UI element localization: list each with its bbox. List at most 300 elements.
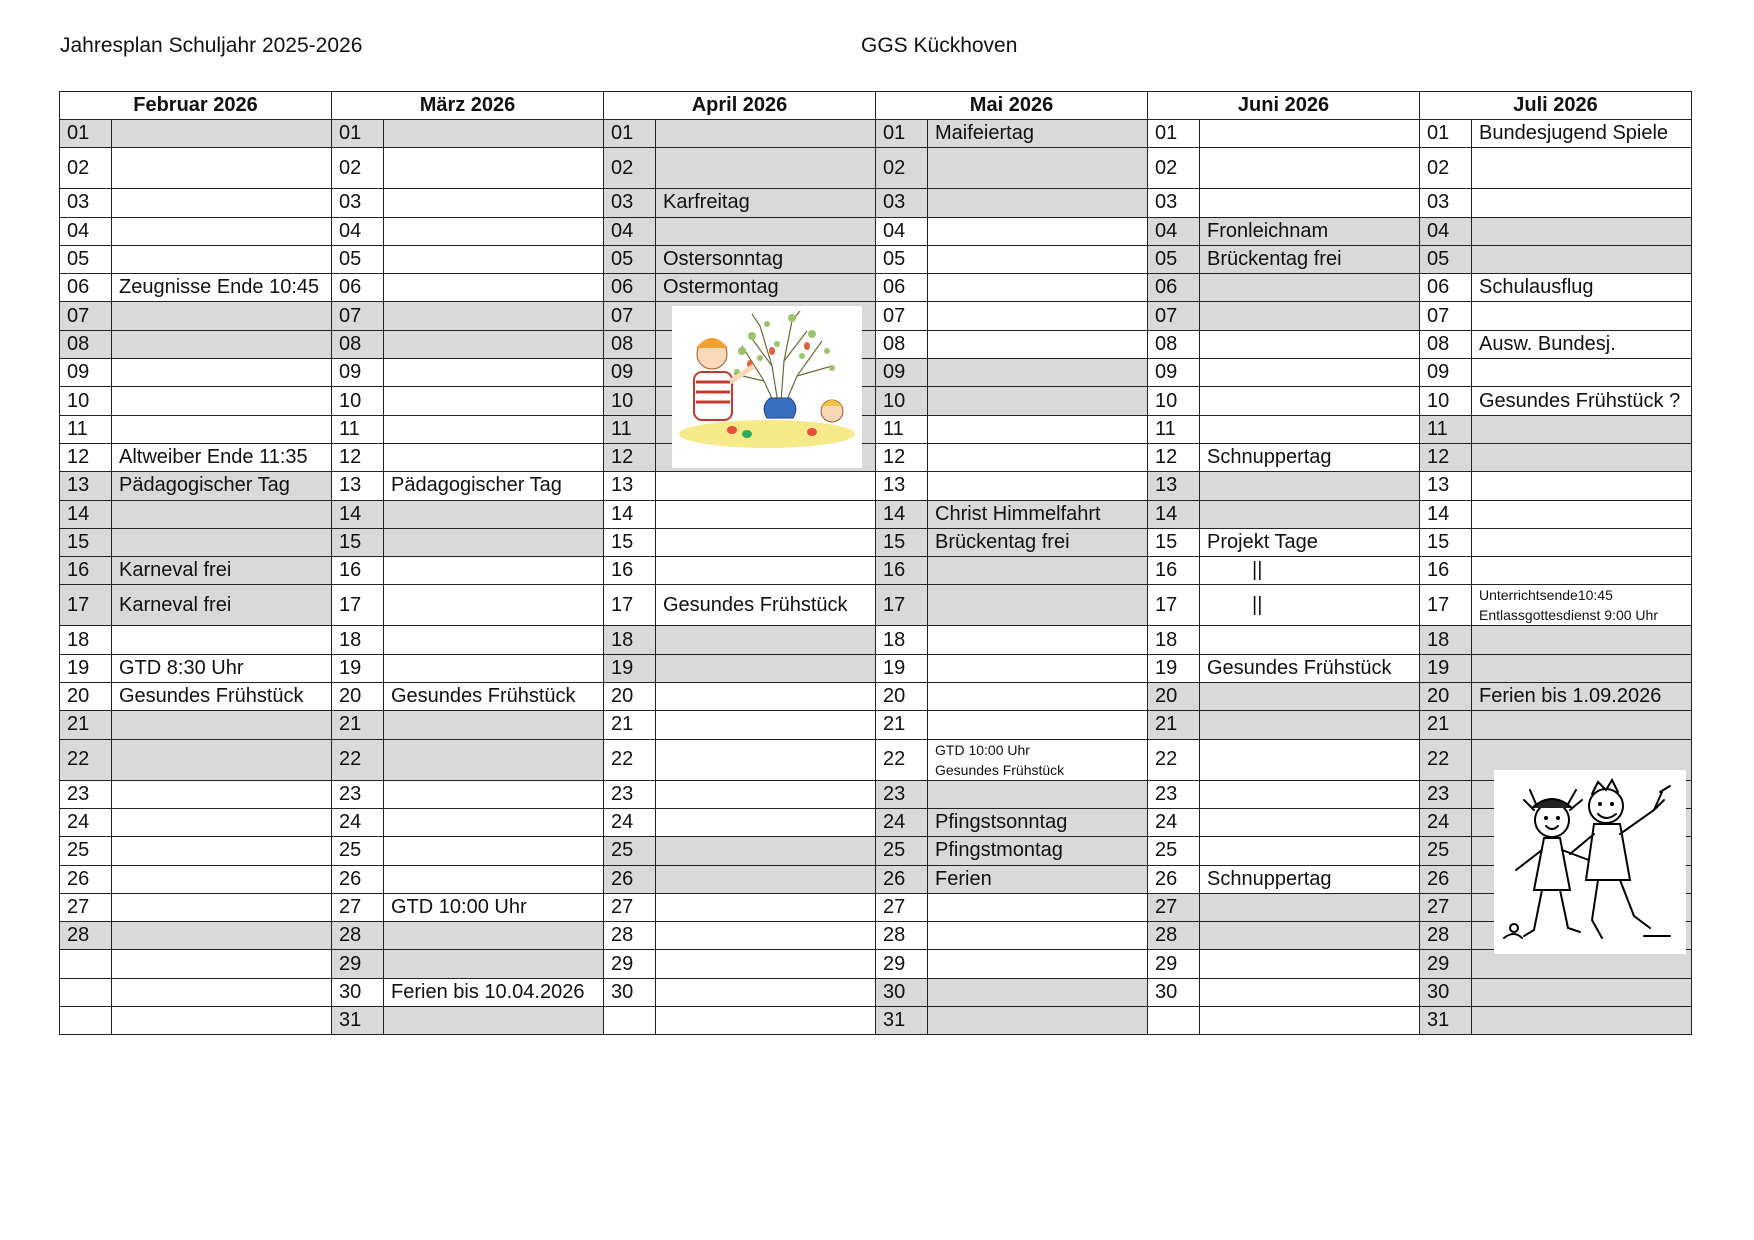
day-event bbox=[112, 120, 332, 148]
day-number: 27 bbox=[1148, 893, 1200, 921]
day-number: 12 bbox=[876, 443, 928, 471]
day-number: 29 bbox=[1420, 950, 1472, 978]
day-number: 03 bbox=[60, 189, 112, 217]
day-event bbox=[112, 739, 332, 780]
day-event bbox=[656, 922, 876, 950]
calendar-row bbox=[60, 302, 1692, 330]
day-event bbox=[384, 780, 604, 808]
day-event bbox=[1200, 1007, 1420, 1035]
day-number: 18 bbox=[876, 626, 928, 654]
day-event bbox=[1200, 189, 1420, 217]
day-event bbox=[1200, 808, 1420, 836]
day-number: 19 bbox=[332, 654, 384, 682]
day-number: 12 bbox=[1148, 443, 1200, 471]
day-event: GTD 10:00 Uhr bbox=[384, 893, 604, 921]
day-event: Gesundes Frühstück bbox=[384, 683, 604, 711]
day-number: 28 bbox=[604, 922, 656, 950]
day-event bbox=[112, 950, 332, 978]
day-event bbox=[384, 585, 604, 626]
day-event bbox=[384, 415, 604, 443]
day-event bbox=[384, 217, 604, 245]
day-event bbox=[1200, 950, 1420, 978]
day-event: Zeugnisse Ende 10:45 bbox=[112, 274, 332, 302]
day-event: Ferien bis 10.04.2026 bbox=[384, 978, 604, 1006]
day-event bbox=[1472, 585, 1692, 626]
day-number: 19 bbox=[1148, 654, 1200, 682]
day-event bbox=[928, 217, 1148, 245]
day-number: 14 bbox=[60, 500, 112, 528]
day-event bbox=[928, 626, 1148, 654]
day-number: 24 bbox=[60, 808, 112, 836]
day-event bbox=[1200, 711, 1420, 739]
day-number: 05 bbox=[60, 245, 112, 273]
day-number: 21 bbox=[332, 711, 384, 739]
day-event bbox=[1472, 711, 1692, 739]
day-number: 30 bbox=[876, 978, 928, 1006]
month-header-5: Juli 2026 bbox=[1420, 92, 1692, 120]
day-event bbox=[1200, 330, 1420, 358]
day-event: Schulausflug bbox=[1472, 274, 1692, 302]
day-event bbox=[384, 274, 604, 302]
day-number: 15 bbox=[876, 528, 928, 556]
day-event bbox=[928, 739, 1148, 780]
day-number: 30 bbox=[1420, 978, 1472, 1006]
day-number: 19 bbox=[604, 654, 656, 682]
day-number: 05 bbox=[1420, 245, 1472, 273]
school-name: GGS Kückhoven bbox=[861, 34, 1018, 57]
day-event: Maifeiertag bbox=[928, 120, 1148, 148]
day-number: 05 bbox=[604, 245, 656, 273]
day-number: 08 bbox=[1420, 330, 1472, 358]
day-number: 17 bbox=[332, 585, 384, 626]
calendar-row bbox=[60, 780, 1692, 808]
day-number: 09 bbox=[332, 359, 384, 387]
day-event bbox=[112, 626, 332, 654]
day-number: 10 bbox=[876, 387, 928, 415]
day-number: 03 bbox=[332, 189, 384, 217]
calendar-row bbox=[60, 387, 1692, 415]
day-number: 15 bbox=[1420, 528, 1472, 556]
day-number bbox=[1148, 1007, 1200, 1035]
day-number: 14 bbox=[604, 500, 656, 528]
calendar-row bbox=[60, 739, 1692, 780]
day-event bbox=[384, 387, 604, 415]
day-event bbox=[112, 500, 332, 528]
day-number: 09 bbox=[876, 359, 928, 387]
day-event bbox=[656, 808, 876, 836]
day-event bbox=[928, 387, 1148, 415]
day-event: Christ Himmelfahrt bbox=[928, 500, 1148, 528]
day-number: 10 bbox=[1148, 387, 1200, 415]
day-number: 05 bbox=[332, 245, 384, 273]
day-number: 04 bbox=[1420, 217, 1472, 245]
day-number: 28 bbox=[876, 922, 928, 950]
day-number: 27 bbox=[876, 893, 928, 921]
calendar-row bbox=[60, 189, 1692, 217]
day-event bbox=[112, 217, 332, 245]
day-event: Pädagogischer Tag bbox=[384, 472, 604, 500]
day-number: 16 bbox=[1420, 557, 1472, 585]
day-event bbox=[1200, 893, 1420, 921]
day-number: 26 bbox=[60, 865, 112, 893]
day-number: 08 bbox=[60, 330, 112, 358]
day-event: Ostermontag bbox=[656, 274, 876, 302]
day-event: || bbox=[1200, 585, 1420, 626]
day-number: 10 bbox=[604, 387, 656, 415]
calendar-row bbox=[60, 245, 1692, 273]
day-number: 22 bbox=[604, 739, 656, 780]
day-event bbox=[656, 217, 876, 245]
day-number: 28 bbox=[332, 922, 384, 950]
day-number: 07 bbox=[1148, 302, 1200, 330]
day-event bbox=[1472, 978, 1692, 1006]
month-header-1: März 2026 bbox=[332, 92, 604, 120]
day-event bbox=[656, 865, 876, 893]
day-number: 06 bbox=[876, 274, 928, 302]
day-number: 08 bbox=[1148, 330, 1200, 358]
day-number: 04 bbox=[332, 217, 384, 245]
day-event bbox=[112, 837, 332, 865]
day-number: 11 bbox=[60, 415, 112, 443]
day-event: Projekt Tage bbox=[1200, 528, 1420, 556]
day-event bbox=[1200, 922, 1420, 950]
calendar-row bbox=[60, 978, 1692, 1006]
day-number: 21 bbox=[1148, 711, 1200, 739]
day-event bbox=[656, 711, 876, 739]
day-number: 11 bbox=[332, 415, 384, 443]
day-number: 08 bbox=[876, 330, 928, 358]
day-event: Schnuppertag bbox=[1200, 865, 1420, 893]
day-number: 18 bbox=[604, 626, 656, 654]
day-number: 06 bbox=[1420, 274, 1472, 302]
day-event bbox=[112, 245, 332, 273]
day-event bbox=[1200, 120, 1420, 148]
day-event bbox=[656, 148, 876, 189]
calendar-table bbox=[59, 91, 1692, 1035]
day-number: 24 bbox=[604, 808, 656, 836]
day-number: 20 bbox=[1420, 683, 1472, 711]
day-event bbox=[112, 711, 332, 739]
day-number: 23 bbox=[60, 780, 112, 808]
day-event bbox=[1200, 626, 1420, 654]
day-event bbox=[928, 585, 1148, 626]
dancing-children-illustration bbox=[1494, 770, 1686, 954]
day-number: 29 bbox=[1148, 950, 1200, 978]
calendar-row bbox=[60, 922, 1692, 950]
day-number: 14 bbox=[332, 500, 384, 528]
calendar-row bbox=[60, 1007, 1692, 1035]
day-number: 09 bbox=[604, 359, 656, 387]
day-number: 13 bbox=[60, 472, 112, 500]
day-number: 02 bbox=[60, 148, 112, 189]
day-number: 16 bbox=[604, 557, 656, 585]
day-number: 06 bbox=[604, 274, 656, 302]
day-number: 19 bbox=[876, 654, 928, 682]
day-number: 23 bbox=[1148, 780, 1200, 808]
day-event bbox=[928, 893, 1148, 921]
day-number: 28 bbox=[1420, 922, 1472, 950]
day-number: 24 bbox=[332, 808, 384, 836]
day-event bbox=[928, 443, 1148, 471]
calendar-row bbox=[60, 359, 1692, 387]
day-number: 18 bbox=[1420, 626, 1472, 654]
day-event bbox=[112, 780, 332, 808]
day-event bbox=[1472, 500, 1692, 528]
day-number: 10 bbox=[60, 387, 112, 415]
day-event bbox=[1472, 528, 1692, 556]
day-number: 22 bbox=[1420, 739, 1472, 780]
day-event bbox=[112, 978, 332, 1006]
day-event-line: Unterrichtsende10:45 bbox=[1479, 587, 1613, 604]
day-number: 08 bbox=[332, 330, 384, 358]
day-event bbox=[928, 330, 1148, 358]
day-event-line: Entlassgottesdienst 9:00 Uhr bbox=[1479, 607, 1658, 624]
day-event bbox=[656, 837, 876, 865]
day-event bbox=[1200, 978, 1420, 1006]
day-number: 02 bbox=[1420, 148, 1472, 189]
day-number: 22 bbox=[1148, 739, 1200, 780]
day-event bbox=[656, 626, 876, 654]
day-number: 24 bbox=[1420, 808, 1472, 836]
calendar-row bbox=[60, 837, 1692, 865]
day-event bbox=[1200, 387, 1420, 415]
calendar-row bbox=[60, 808, 1692, 836]
day-number: 28 bbox=[1148, 922, 1200, 950]
day-number: 05 bbox=[1148, 245, 1200, 273]
day-event: Karfreitag bbox=[656, 189, 876, 217]
day-event: || bbox=[1200, 557, 1420, 585]
day-number: 10 bbox=[332, 387, 384, 415]
day-number: 01 bbox=[332, 120, 384, 148]
day-number: 13 bbox=[1148, 472, 1200, 500]
day-event bbox=[1472, 189, 1692, 217]
day-event bbox=[928, 274, 1148, 302]
day-event-line: Gesundes Frühstück bbox=[935, 761, 1065, 778]
day-event bbox=[928, 557, 1148, 585]
day-number: 04 bbox=[60, 217, 112, 245]
day-number: 23 bbox=[604, 780, 656, 808]
day-number: 08 bbox=[604, 330, 656, 358]
day-number: 07 bbox=[1420, 302, 1472, 330]
calendar-row bbox=[60, 626, 1692, 654]
day-number: 13 bbox=[876, 472, 928, 500]
day-number: 30 bbox=[332, 978, 384, 1006]
day-event: Ferien bis 1.09.2026 bbox=[1472, 683, 1692, 711]
day-number: 12 bbox=[1420, 443, 1472, 471]
day-number: 15 bbox=[60, 528, 112, 556]
day-number: 27 bbox=[604, 893, 656, 921]
day-event bbox=[928, 415, 1148, 443]
day-number: 15 bbox=[332, 528, 384, 556]
day-event: Ostersonntag bbox=[656, 245, 876, 273]
day-number: 13 bbox=[1420, 472, 1472, 500]
day-event bbox=[384, 245, 604, 273]
day-number: 01 bbox=[604, 120, 656, 148]
day-number: 31 bbox=[1420, 1007, 1472, 1035]
day-number: 11 bbox=[1420, 415, 1472, 443]
day-event bbox=[928, 245, 1148, 273]
day-event bbox=[1472, 217, 1692, 245]
day-event bbox=[656, 893, 876, 921]
day-number: 03 bbox=[604, 189, 656, 217]
day-number: 29 bbox=[876, 950, 928, 978]
day-event bbox=[928, 711, 1148, 739]
day-number bbox=[60, 978, 112, 1006]
day-number: 01 bbox=[1420, 120, 1472, 148]
day-number: 20 bbox=[60, 683, 112, 711]
day-number: 18 bbox=[60, 626, 112, 654]
day-number: 18 bbox=[1148, 626, 1200, 654]
day-event bbox=[656, 472, 876, 500]
day-number: 17 bbox=[1420, 585, 1472, 626]
day-number: 20 bbox=[604, 683, 656, 711]
day-event: Gesundes Frühstück bbox=[656, 585, 876, 626]
day-number: 29 bbox=[604, 950, 656, 978]
day-event: Karneval frei bbox=[112, 557, 332, 585]
day-number: 26 bbox=[604, 865, 656, 893]
day-event bbox=[1200, 415, 1420, 443]
month-header-0: Februar 2026 bbox=[60, 92, 332, 120]
day-number: 07 bbox=[332, 302, 384, 330]
day-event bbox=[112, 1007, 332, 1035]
day-event bbox=[928, 472, 1148, 500]
day-event bbox=[928, 780, 1148, 808]
day-number: 13 bbox=[332, 472, 384, 500]
day-event bbox=[384, 330, 604, 358]
day-number: 20 bbox=[1148, 683, 1200, 711]
day-event bbox=[928, 683, 1148, 711]
day-event: Gesundes Frühstück bbox=[1200, 654, 1420, 682]
day-event: Schnuppertag bbox=[1200, 443, 1420, 471]
day-event bbox=[384, 120, 604, 148]
day-event bbox=[1200, 472, 1420, 500]
calendar-row bbox=[60, 120, 1692, 148]
day-event bbox=[1472, 359, 1692, 387]
day-event bbox=[1472, 443, 1692, 471]
day-number: 27 bbox=[332, 893, 384, 921]
day-event bbox=[1200, 683, 1420, 711]
day-event bbox=[1200, 837, 1420, 865]
day-event bbox=[1472, 654, 1692, 682]
day-event bbox=[1200, 500, 1420, 528]
day-event bbox=[1472, 950, 1692, 978]
day-event bbox=[112, 922, 332, 950]
day-event bbox=[1472, 626, 1692, 654]
day-number: 07 bbox=[60, 302, 112, 330]
day-event bbox=[928, 654, 1148, 682]
day-number: 04 bbox=[876, 217, 928, 245]
day-number: 02 bbox=[332, 148, 384, 189]
day-event bbox=[1472, 472, 1692, 500]
day-number: 11 bbox=[1148, 415, 1200, 443]
day-number: 16 bbox=[876, 557, 928, 585]
day-number: 22 bbox=[332, 739, 384, 780]
day-number: 26 bbox=[1420, 865, 1472, 893]
day-event: Ausw. Bundesj. bbox=[1472, 330, 1692, 358]
day-event bbox=[384, 528, 604, 556]
day-event: Pfingstsonntag bbox=[928, 808, 1148, 836]
day-event bbox=[656, 120, 876, 148]
day-event bbox=[1472, 415, 1692, 443]
day-number: 21 bbox=[604, 711, 656, 739]
calendar-row bbox=[60, 415, 1692, 443]
day-number bbox=[604, 1007, 656, 1035]
day-number: 23 bbox=[332, 780, 384, 808]
day-event bbox=[928, 359, 1148, 387]
calendar-row bbox=[60, 950, 1692, 978]
day-event: GTD 8:30 Uhr bbox=[112, 654, 332, 682]
day-event: Altweiber Ende 11:35 bbox=[112, 443, 332, 471]
day-number bbox=[60, 950, 112, 978]
day-event bbox=[656, 780, 876, 808]
day-event bbox=[928, 922, 1148, 950]
day-number: 13 bbox=[604, 472, 656, 500]
day-event: Gesundes Frühstück bbox=[112, 683, 332, 711]
day-number: 09 bbox=[1420, 359, 1472, 387]
day-number: 27 bbox=[1420, 893, 1472, 921]
day-number: 20 bbox=[876, 683, 928, 711]
day-number: 14 bbox=[1148, 500, 1200, 528]
day-event bbox=[928, 189, 1148, 217]
day-number: 25 bbox=[604, 837, 656, 865]
calendar-row bbox=[60, 274, 1692, 302]
day-number: 20 bbox=[332, 683, 384, 711]
day-event bbox=[112, 893, 332, 921]
day-event bbox=[928, 148, 1148, 189]
day-number: 24 bbox=[1148, 808, 1200, 836]
day-number: 09 bbox=[60, 359, 112, 387]
day-event bbox=[384, 711, 604, 739]
day-number: 05 bbox=[876, 245, 928, 273]
day-event bbox=[1200, 780, 1420, 808]
calendar-row bbox=[60, 443, 1692, 471]
day-number: 22 bbox=[876, 739, 928, 780]
day-event: Bundesjugend Spiele bbox=[1472, 120, 1692, 148]
day-event bbox=[384, 865, 604, 893]
day-event bbox=[384, 148, 604, 189]
day-number: 12 bbox=[604, 443, 656, 471]
calendar-row bbox=[60, 148, 1692, 189]
day-number: 07 bbox=[876, 302, 928, 330]
calendar-row bbox=[60, 893, 1692, 921]
day-event bbox=[112, 808, 332, 836]
easter-tree-illustration bbox=[672, 306, 862, 468]
day-event bbox=[1472, 1007, 1692, 1035]
day-number: 03 bbox=[1148, 189, 1200, 217]
day-event bbox=[384, 808, 604, 836]
day-event bbox=[1200, 739, 1420, 780]
day-number: 17 bbox=[604, 585, 656, 626]
day-number: 09 bbox=[1148, 359, 1200, 387]
day-event bbox=[384, 837, 604, 865]
day-number: 01 bbox=[876, 120, 928, 148]
day-number: 25 bbox=[1148, 837, 1200, 865]
day-event bbox=[928, 978, 1148, 1006]
day-event bbox=[384, 626, 604, 654]
day-number: 21 bbox=[876, 711, 928, 739]
day-event bbox=[1200, 359, 1420, 387]
day-event bbox=[384, 950, 604, 978]
day-event bbox=[928, 302, 1148, 330]
day-number: 31 bbox=[332, 1007, 384, 1035]
day-number: 26 bbox=[332, 865, 384, 893]
day-event bbox=[928, 950, 1148, 978]
day-event bbox=[384, 1007, 604, 1035]
day-number: 25 bbox=[332, 837, 384, 865]
day-number: 02 bbox=[876, 148, 928, 189]
day-number: 10 bbox=[1420, 387, 1472, 415]
day-number: 03 bbox=[1420, 189, 1472, 217]
